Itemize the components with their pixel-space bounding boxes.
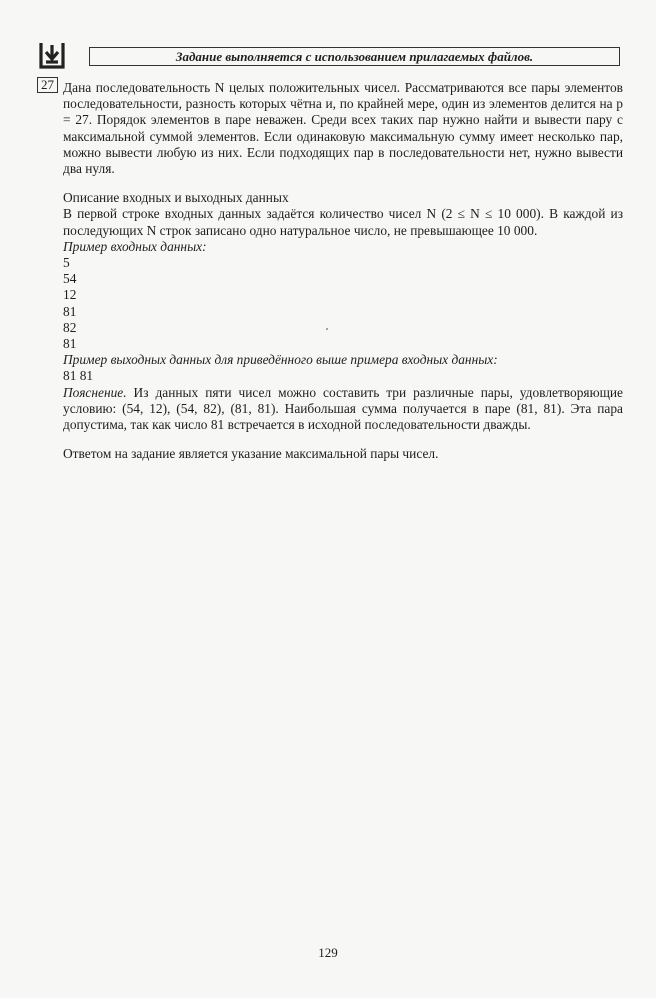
page-number: 129 [318, 945, 338, 960]
download-file-icon [37, 40, 67, 70]
input-line: 81 [63, 336, 77, 352]
scan-speck [326, 328, 328, 330]
input-line: 82 [63, 319, 77, 335]
explanation-text: Из данных пяти чисел можно составить три различные пары, удовлетворяющие условию: (54, 12), (54, 82), (81, 81). Наибольшая сумма получается в паре (81, 81). Эта пара допустима, так как число 81 встречается в исходной последовательности дважды. [63, 384, 623, 433]
input-line: 81 [63, 303, 77, 319]
input-example [63, 255, 623, 352]
input-line: 12 [63, 287, 77, 303]
input-line: 5 [63, 255, 70, 271]
output-example-label: Пример выходных данных для приведённого выше примера входных данных: [63, 352, 498, 368]
output-example: 81 81 [63, 368, 94, 384]
explanation [63, 385, 623, 434]
input-example-label: Пример входных данных: [63, 238, 207, 254]
task-statement: Дана последовательность N целых положительных чисел. Рассматриваются все пары элементов последовательности, разность которых чётна и, по крайней мере, один из элементов делится на p = 27. Порядок элементов в паре неважен. Среди всех таких пар нужно найти и вывести пару с максимальной суммой элементов. Если одинаковую максимальную сумму имеет несколько пар, можно вывести любую из них. Если подходящих пар в последовательности нет, нужно вывести два нуля. [63, 80, 623, 177]
explanation-label: Пояснение. [63, 384, 127, 400]
input-line: 54 [63, 271, 77, 287]
task-body [63, 80, 623, 462]
task-number: 27 [37, 77, 58, 93]
files-banner: Задание выполняется с использованием прилагаемых файлов. [89, 47, 620, 66]
answer-note: Ответом на задание является указание максимальной пары чисел. [63, 446, 439, 462]
io-heading: Описание входных и выходных данных [63, 190, 289, 206]
io-description: В первой строке входных данных задаётся количество чисел N (2 ≤ N ≤ 10 000). В каждой из последующих N строк записано одно натуральное число, не превышающее 10 000. [63, 206, 623, 238]
